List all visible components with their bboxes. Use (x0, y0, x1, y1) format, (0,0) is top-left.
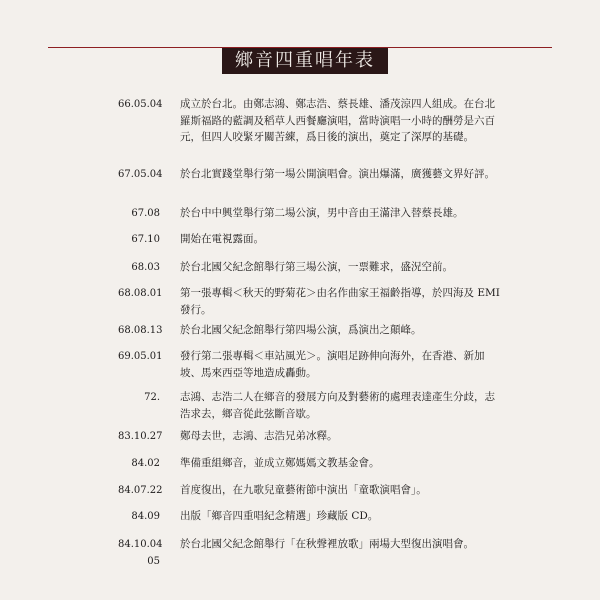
entry-text: 於台中中興堂舉行第二場公演，男中音由王滿津入替蔡長雄。 (180, 207, 464, 219)
entry-date: 67.08 (131, 208, 160, 219)
entry-date: 84.07.22 (118, 485, 163, 496)
entry-date: 72. (144, 392, 160, 403)
entry-text: 鄭母去世，志鴻、志浩兄弟冰釋。 (180, 430, 338, 442)
entry-text: 志鴻、志浩二人在鄉音的發展方向及對藝術的處理表達產生分歧，志浩求去，鄉音從此弦斷音歇。 (180, 391, 495, 420)
entry-text: 出版「鄉音四重唱紀念精選」珍藏版 CD。 (180, 510, 379, 522)
entry-text: 於台北國父紀念館舉行「在秋聲裡放歌」兩場大型復出演唱會。 (180, 538, 474, 550)
entry-date: 67.10 (131, 234, 160, 245)
entry-date: 66.05.04 (118, 99, 163, 110)
entry-text: 於台北實踐堂舉行第一場公開演唱會。演出爆滿，廣獲藝文界好評。 (180, 168, 495, 180)
entry-text: 發行第二張專輯＜車站風光＞。演唱足跡伸向海外，在香港、新加坡、馬來西亞等地造成轟動。 (180, 350, 485, 379)
page-title: 鄉音四重唱年表 (222, 48, 388, 74)
entry-text: 成立於台北。由鄭志鴻、鄭志浩、蔡長雄、潘茂涼四人組成。在台北羅斯福路的藍調及稻草人西餐廳演唱，當時演唱一小時的酬勞是六百元，但四人咬緊牙關苦練，爲日後的演出，奠定了深厚的基礎。 (180, 98, 495, 143)
entry-date: 68.03 (131, 262, 160, 273)
entry-date: 84.09 (131, 511, 160, 522)
entry-date: 69.05.01 (118, 351, 163, 362)
entry-date: 83.10.27 (118, 431, 163, 442)
entry-date: 68.08.13 (118, 325, 163, 336)
entry-text: 第一張專輯＜秋天的野菊花＞由名作曲家王福齡指導，於四海及 EMI 發行。 (180, 287, 500, 316)
entry-date: 84.10.04 05 (118, 539, 163, 567)
entry-text: 於台北國父紀念館舉行第三場公演，一票難求，盛況空前。 (180, 261, 453, 273)
entry-date: 67.05.04 (118, 169, 163, 180)
entry-text: 準備重組鄉音，並成立鄭媽媽文教基金會。 (180, 457, 380, 469)
entry-text: 首度復出，在九歌兒童藝術節中演出「童歌演唱會」。 (180, 484, 427, 496)
entry-date: 84.02 (131, 458, 160, 469)
entry-date: 68.08.01 (118, 288, 163, 299)
entry-text: 開始在電視露面。 (180, 233, 264, 245)
entry-text: 於台北國父紀念館舉行第四場公演，爲演出之顛峰。 (180, 324, 422, 336)
